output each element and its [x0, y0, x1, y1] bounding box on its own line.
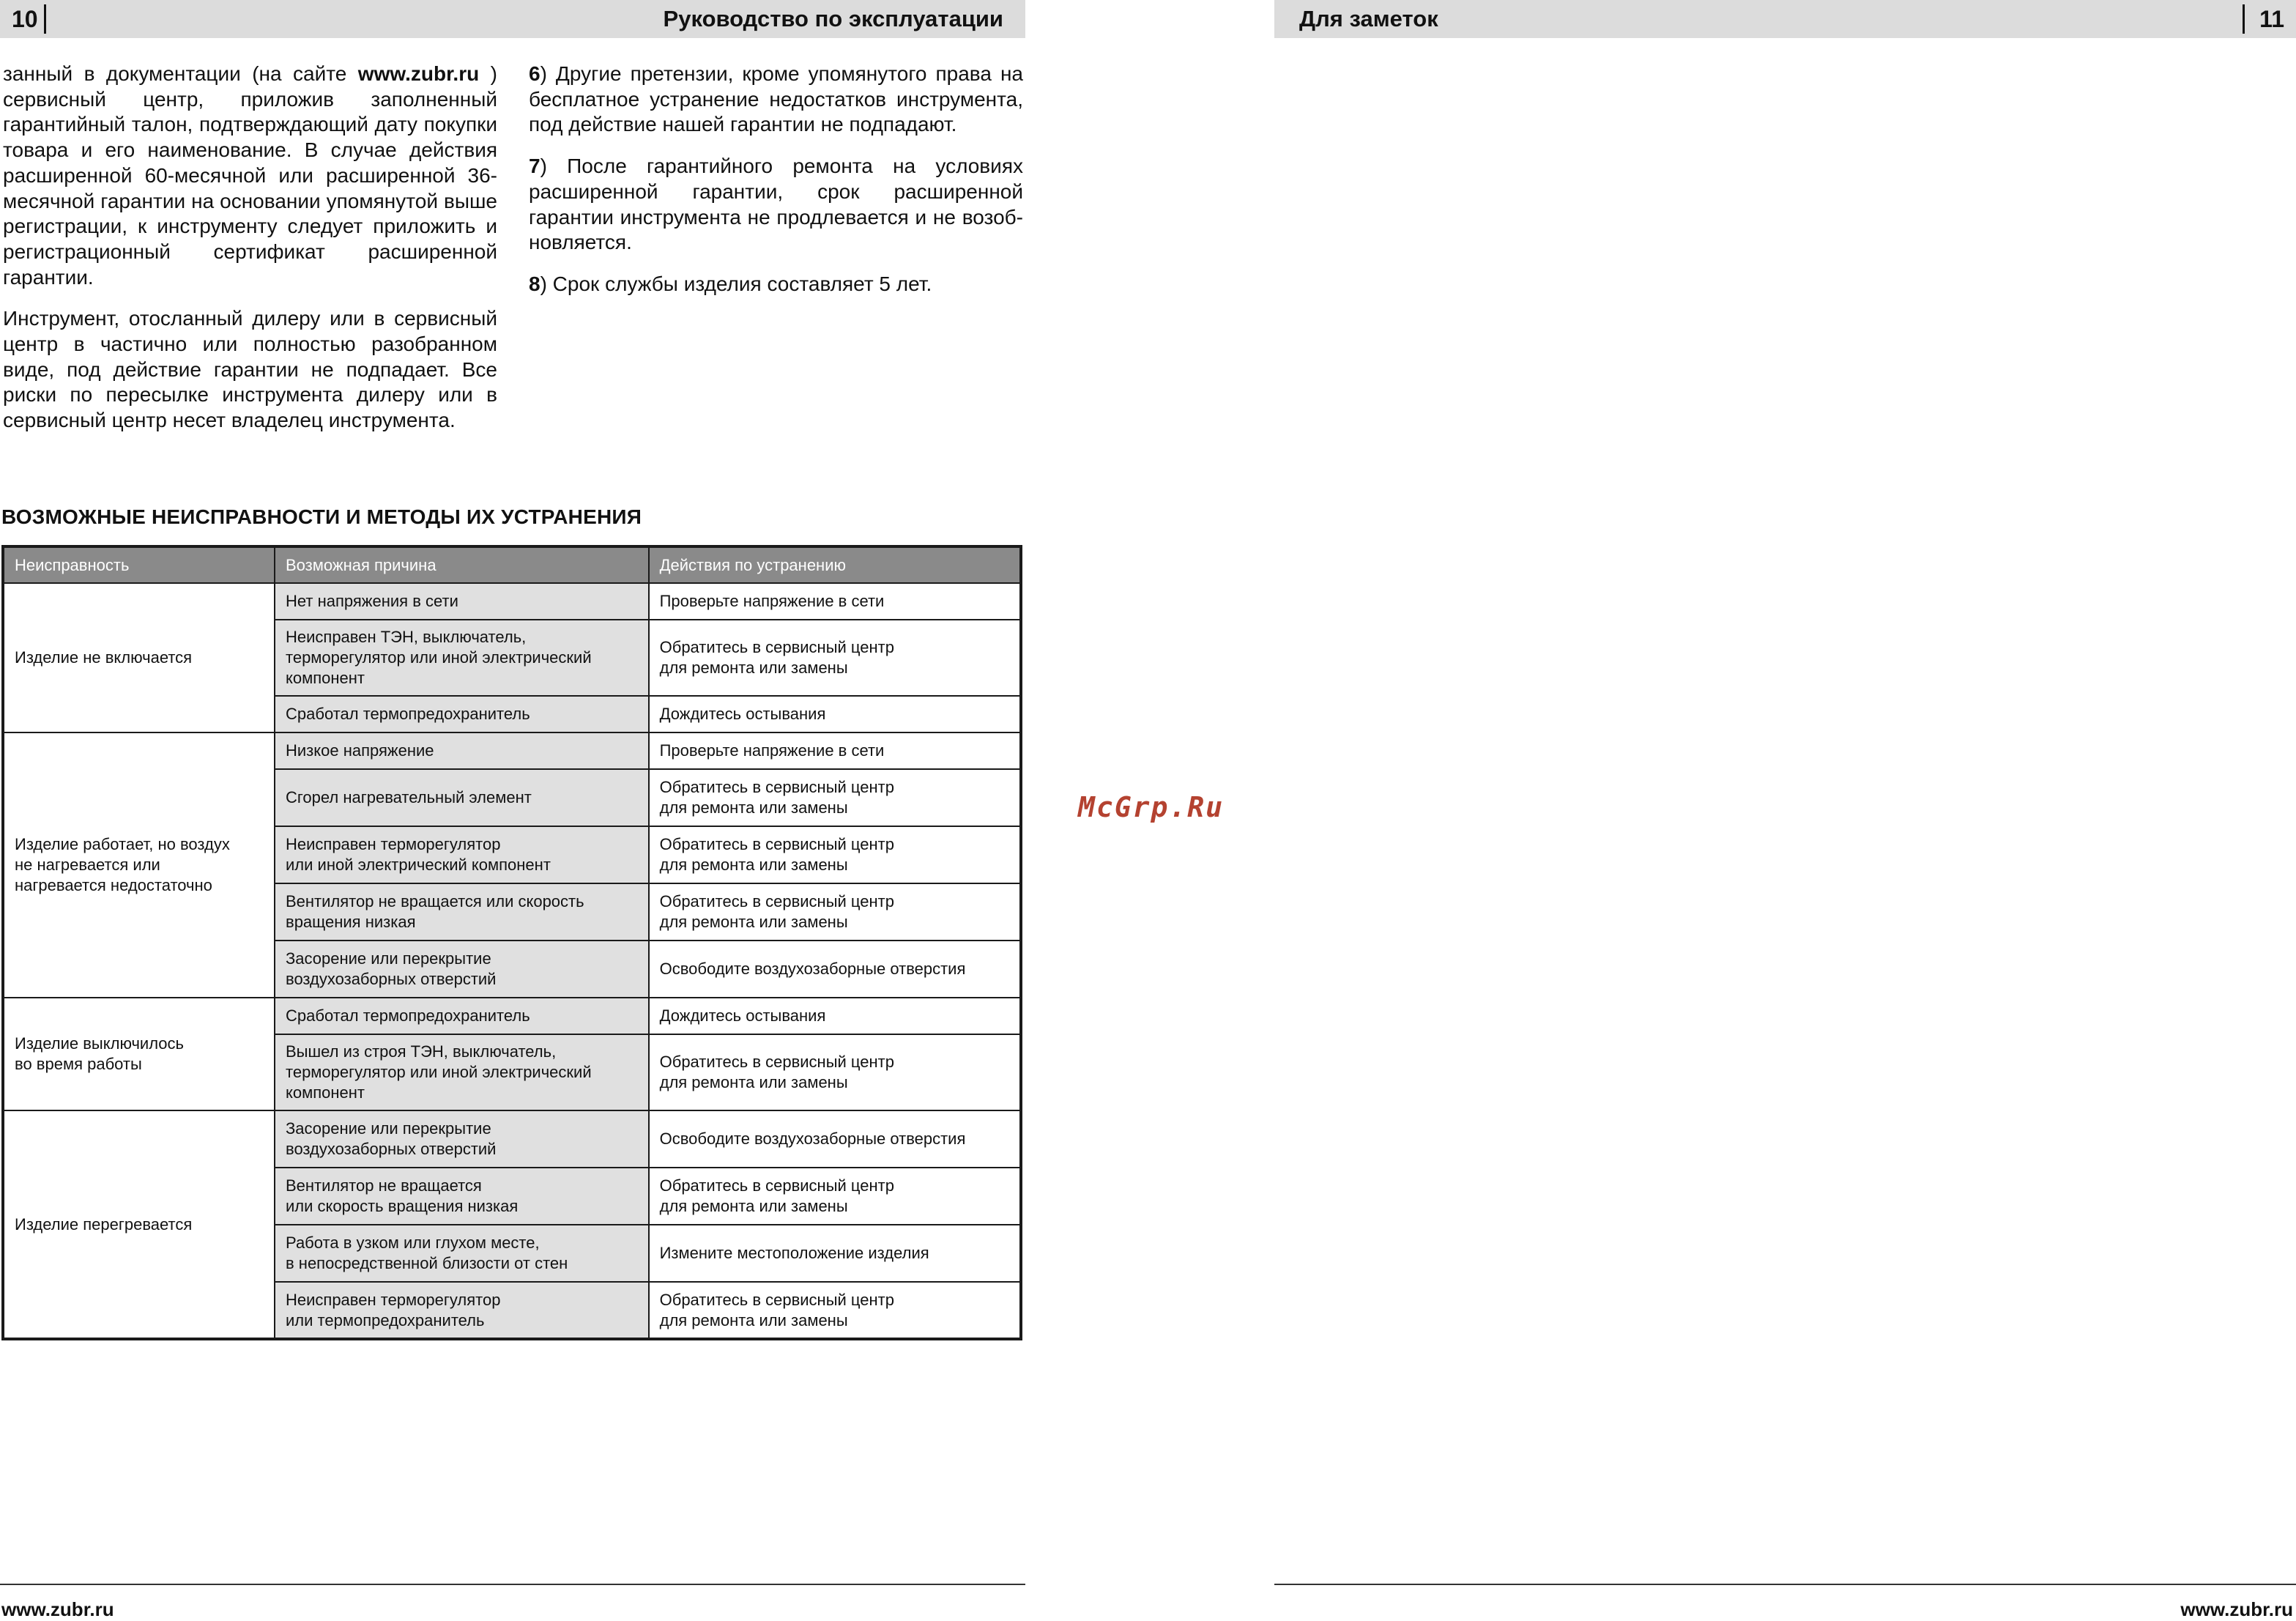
action-cell: Проверьте напряжение в сети [649, 732, 1021, 769]
footer-divider [0, 1584, 1025, 1585]
cause-cell: Нет напряжения в сети [275, 583, 649, 620]
clause-7: 7) После гарантийного ремонта на условиях расширенной гарантии, срок расширенной гарантии инструмента не продлевается и не возоб-новляется. [529, 155, 1023, 254]
column-header-cause: Возможная причина [275, 546, 649, 583]
page-number: 11 [2243, 4, 2284, 34]
action-cell: Освободите воздухозаборные отверстия [649, 1110, 1021, 1168]
watermark: McGrp.Ru [1078, 791, 1225, 823]
action-cell: Обратитесь в сервисный центр для ремонта или замены [649, 620, 1021, 696]
page-header-title: Для заметок [1299, 6, 1438, 31]
table-row [3, 998, 1021, 1034]
column-header-fault: Неисправность [3, 546, 275, 583]
action-cell: Проверьте напряжение в сети [649, 583, 1021, 620]
cause-cell: Неисправен терморегулятор или термопредохранитель [275, 1282, 649, 1339]
cause-cell: Вентилятор не вращается или скорость вращения низкая [275, 1168, 649, 1225]
cause-cell: Неисправен ТЭН, выключатель, терморегулятор или иной электрический компонент [275, 620, 649, 696]
table-body [3, 583, 1021, 1339]
page-number: 10 [12, 4, 46, 34]
action-cell: Обратитесь в сервисный центр для ремонта или замены [649, 1168, 1021, 1225]
page-header-title: Руководство по эксплуатации [663, 6, 1003, 31]
site-link[interactable]: www.zubr.ru [357, 62, 480, 85]
table-row [3, 1110, 1021, 1168]
action-cell: Измените местоположение изделия [649, 1225, 1021, 1282]
cause-cell: Сработал термопредохранитель [275, 696, 649, 732]
cause-cell: Неисправен терморегулятор или иной электрический компонент [275, 826, 649, 883]
table-row [3, 583, 1021, 620]
cause-cell: Засорение или перекрытие воздухозаборных отверстий [275, 941, 649, 998]
header-bar-left [0, 0, 1025, 38]
action-cell: Обратитесь в сервисный центр для ремонта или замены [649, 1282, 1021, 1339]
cause-cell: Засорение или перекрытие воздухозаборных отверстий [275, 1110, 649, 1168]
cause-cell: Сгорел нагревательный элемент [275, 769, 649, 826]
action-cell: Обратитесь в сервисный центр для ремонта или замены [649, 769, 1021, 826]
action-cell: Дождитесь остывания [649, 696, 1021, 732]
header-bar-right [1274, 0, 2296, 38]
table-header-row [3, 546, 1021, 583]
page-left [0, 0, 1025, 1618]
column-header-action: Действия по устранению [649, 546, 1021, 583]
cause-cell: Вышел из строя ТЭН, выключатель, терморегулятор или иной электрический компонент [275, 1034, 649, 1110]
clause-6: 6) Другие претензии, кроме упомянутого права на бесплатное устранение недостатков инструмента, под действие нашей гарантии не подпадают. [529, 62, 1023, 136]
text-column-1 [3, 62, 497, 450]
cause-cell: Вентилятор не вращается или скорость вращения низкая [275, 883, 649, 941]
page-right [1274, 0, 2296, 1618]
section-title: ВОЗМОЖНЫЕ НЕИСПРАВНОСТИ И МЕТОДЫ ИХ УСТРАНЕНИЯ [1, 505, 642, 528]
fault-cell: Изделие выключилось во время работы [3, 998, 275, 1110]
action-cell: Обратитесь в сервисный центр для ремонта или замены [649, 883, 1021, 941]
clause-8: 8) Срок службы изделия составляет 5 лет. [529, 272, 932, 295]
paragraph-disassembled-tool: Инструмент, отосланный дилеру или в сервисный центр в частично или полностью разобранном виде, под действие гарантии не подпадает. Все риски по пересылке инструмента дилеру или в сервисный центр несет владелец инструмента. [3, 307, 497, 432]
action-cell: Обратитесь в сервисный центр для ремонта или замены [649, 1034, 1021, 1110]
footer-url[interactable]: www.zubr.ru [1, 1598, 114, 1620]
action-cell: Обратитесь в сервисный центр для ремонта или замены [649, 826, 1021, 883]
text-column-2 [529, 62, 1023, 314]
footer-divider [1274, 1584, 2296, 1585]
cause-cell: Низкое напряжение [275, 732, 649, 769]
cause-cell: Работа в узком или глухом месте, в непосредственной близости от стен [275, 1225, 649, 1282]
troubleshooting-table [1, 545, 1022, 1340]
footer-url[interactable]: www.zubr.ru [2180, 1598, 2293, 1620]
action-cell: Дождитесь остывания [649, 998, 1021, 1034]
table-row [3, 732, 1021, 769]
paragraph-warranty-registration: занный в документации (на сайте www.zubr.ru ) сервисный центр, приложив заполненный гарантийный талон, подтверждающий дату покупки товара и его наименование. В случае действия расширенной 60-месячной или расширенной 36-месячной гарантии на основании упомянутой выше регистрации, к инструменту следует приложить и регистрационный сертификат расширенной гарантии. [3, 62, 498, 289]
action-cell: Освободите воздухозаборные отверстия [649, 941, 1021, 998]
cause-cell: Сработал термопредохранитель [275, 998, 649, 1034]
fault-cell: Изделие не включается [3, 583, 275, 732]
fault-cell: Изделие перегревается [3, 1110, 275, 1339]
fault-cell: Изделие работает, но воздух не нагревается или нагревается недостаточно [3, 732, 275, 998]
